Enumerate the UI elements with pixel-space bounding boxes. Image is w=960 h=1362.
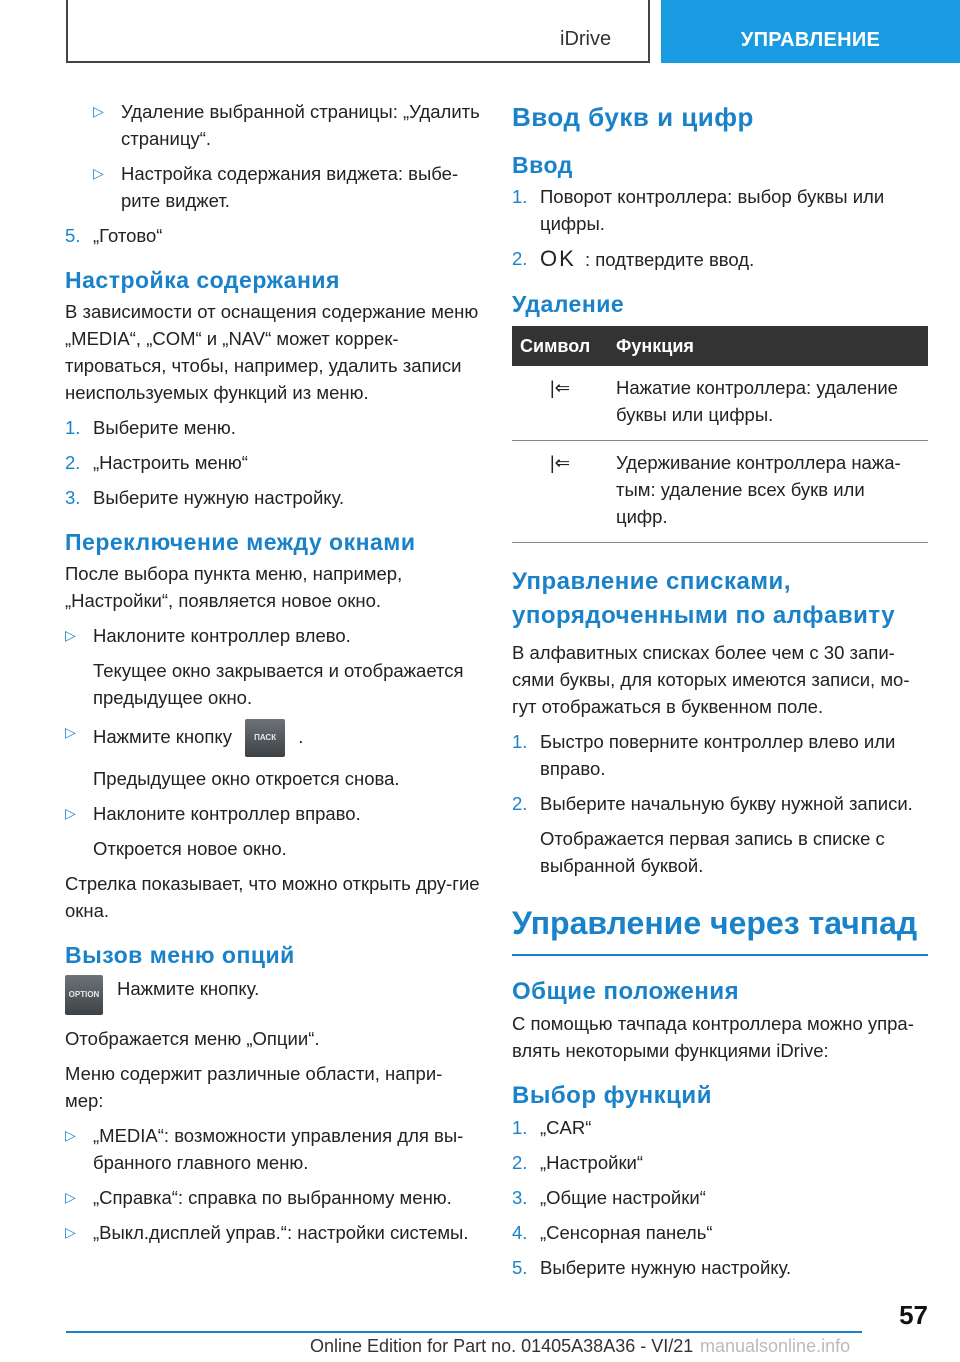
list-item: 3. Выберите нужную настройку. bbox=[65, 487, 345, 508]
heading-input: Ввод букв и цифр bbox=[512, 102, 754, 132]
paragraph: Текущее окно закрывается и отображается предыдущее окно. bbox=[93, 660, 464, 708]
triangle-bullet-icon: ▷ bbox=[93, 103, 104, 119]
delete-table bbox=[512, 326, 928, 543]
option-button-icon: OPTION bbox=[65, 975, 103, 1015]
heading-select-functions: Выбор функций bbox=[512, 1082, 712, 1109]
list-item: ▷ Нажмите кнопку ПАСК . bbox=[65, 719, 480, 757]
list-item: 5. „Готово“ bbox=[65, 225, 163, 246]
list-item: 5. Выберите нужную настройку. bbox=[512, 1257, 792, 1278]
table-header-function: Функция bbox=[608, 326, 928, 366]
list-item: ▷ Удаление выбранной страницы: „Удалить страницу“. bbox=[93, 98, 480, 152]
option-row: OPTION Нажмите кнопку. bbox=[65, 975, 480, 1015]
paragraph: Откроется новое окно. bbox=[93, 838, 287, 859]
list-item: ▷ „MEDIA“: возможности управления для вы-бранного главного меню. bbox=[65, 1122, 480, 1176]
right-column bbox=[512, 100, 928, 1289]
paragraph: В зависимости от оснащения содержание меню „MEDIA“, „COM“ и „NAV“ может коррек-тироваться, чтобы, например, удалить записи неиспользуемых функций из меню. bbox=[65, 301, 479, 403]
triangle-bullet-icon: ▷ bbox=[65, 1224, 76, 1240]
list-item: 1. Быстро поверните контроллер влево или вправо. bbox=[512, 731, 896, 779]
list-item: ▷ Наклоните контроллер влево. bbox=[65, 622, 480, 649]
back-button-icon: ПАСК bbox=[245, 719, 285, 757]
triangle-bullet-icon: ▷ bbox=[65, 805, 76, 821]
list-item: 2. „Настройки“ bbox=[512, 1152, 644, 1173]
heading-touchpad: Управление через тачпад bbox=[512, 905, 928, 956]
paragraph: После выбора пункта меню, например, „Настройки“, появляется новое окно. bbox=[65, 563, 403, 611]
list-item: ▷ Настройка содержания виджета: выбе-рите виджет. bbox=[93, 160, 480, 214]
delete-icon: |⇐ bbox=[512, 366, 608, 441]
list-item: 2. OK : подтвердите ввод. bbox=[512, 246, 755, 271]
list-item: 1. Выберите меню. bbox=[65, 417, 236, 438]
list-item: 1. „CAR“ bbox=[512, 1117, 592, 1138]
paragraph: Меню содержит различные области, напри-мер: bbox=[65, 1063, 443, 1111]
triangle-bullet-icon: ▷ bbox=[65, 1189, 76, 1205]
paragraph: Предыдущее окно откроется снова. bbox=[93, 768, 400, 789]
list-item: ▷ Наклоните контроллер вправо. bbox=[65, 800, 480, 827]
watermark: manualsonline.info bbox=[700, 1336, 851, 1356]
ok-icon: OK bbox=[540, 246, 576, 271]
heading-settings: Настройка содержания bbox=[65, 267, 340, 293]
triangle-bullet-icon: ▷ bbox=[65, 1127, 76, 1143]
list-item: 1. Поворот контроллера: выбор буквы или цифры. bbox=[512, 186, 885, 234]
paragraph: С помощью тачпада контроллера можно упра-влять некоторыми функциями iDrive: bbox=[512, 1013, 914, 1061]
heading-options: Вызов меню опций bbox=[65, 942, 295, 968]
heading-general: Общие положения bbox=[512, 978, 740, 1005]
header-section: iDrive bbox=[560, 28, 612, 50]
list-item: 3. „Общие настройки“ bbox=[512, 1187, 706, 1208]
list-item: 4. „Сенсорная панель“ bbox=[512, 1222, 713, 1243]
heading-delete: Удаление bbox=[512, 291, 625, 317]
triangle-bullet-icon: ▷ bbox=[93, 165, 104, 181]
heading-switch-windows: Переключение между окнами bbox=[65, 529, 416, 555]
list-item: ▷ „Справка“: справка по выбранному меню. bbox=[65, 1184, 480, 1211]
triangle-bullet-icon: ▷ bbox=[65, 724, 76, 740]
page-number: 57 bbox=[899, 1300, 928, 1330]
heading-lists: Управление списками, упорядоченными по алфавиту bbox=[512, 568, 896, 629]
table-row: |⇐ Нажатие контроллера: удаление буквы или цифры. bbox=[512, 366, 928, 441]
list-item: ▷ „Выкл.дисплей управ.“: настройки системы. bbox=[65, 1219, 480, 1246]
paragraph: Отображается первая запись в списке с выбранной буквой. bbox=[540, 828, 885, 876]
paragraph: В алфавитных списках более чем с 30 запи-сями буквы, для которых имеются записи, мо-гут отображаться в буквенном поле. bbox=[512, 642, 910, 717]
list-item: 2. Выберите начальную букву нужной записи. bbox=[512, 793, 913, 814]
footer-edition: Online Edition for Part no. 01405A38A36 - VI/21 bbox=[310, 1336, 694, 1356]
table-row: |⇐ Удерживание контроллера нажа-тым: удаление всех букв или цифр. bbox=[512, 441, 928, 543]
paragraph: Отображается меню „Опции“. bbox=[65, 1028, 320, 1049]
footer-rule bbox=[66, 1331, 862, 1333]
delete-icon: |⇐ bbox=[512, 441, 608, 543]
list-item: 2. „Настроить меню“ bbox=[65, 452, 248, 473]
triangle-bullet-icon: ▷ bbox=[65, 627, 76, 643]
paragraph: Стрелка показывает, что можно открыть дру-гие окна. bbox=[65, 873, 480, 921]
heading-enter: Ввод bbox=[512, 152, 573, 178]
left-column bbox=[65, 98, 480, 1254]
header-tab: УПРАВЛЕНИЕ bbox=[661, 0, 960, 63]
table-header-symbol: Символ bbox=[512, 326, 608, 366]
